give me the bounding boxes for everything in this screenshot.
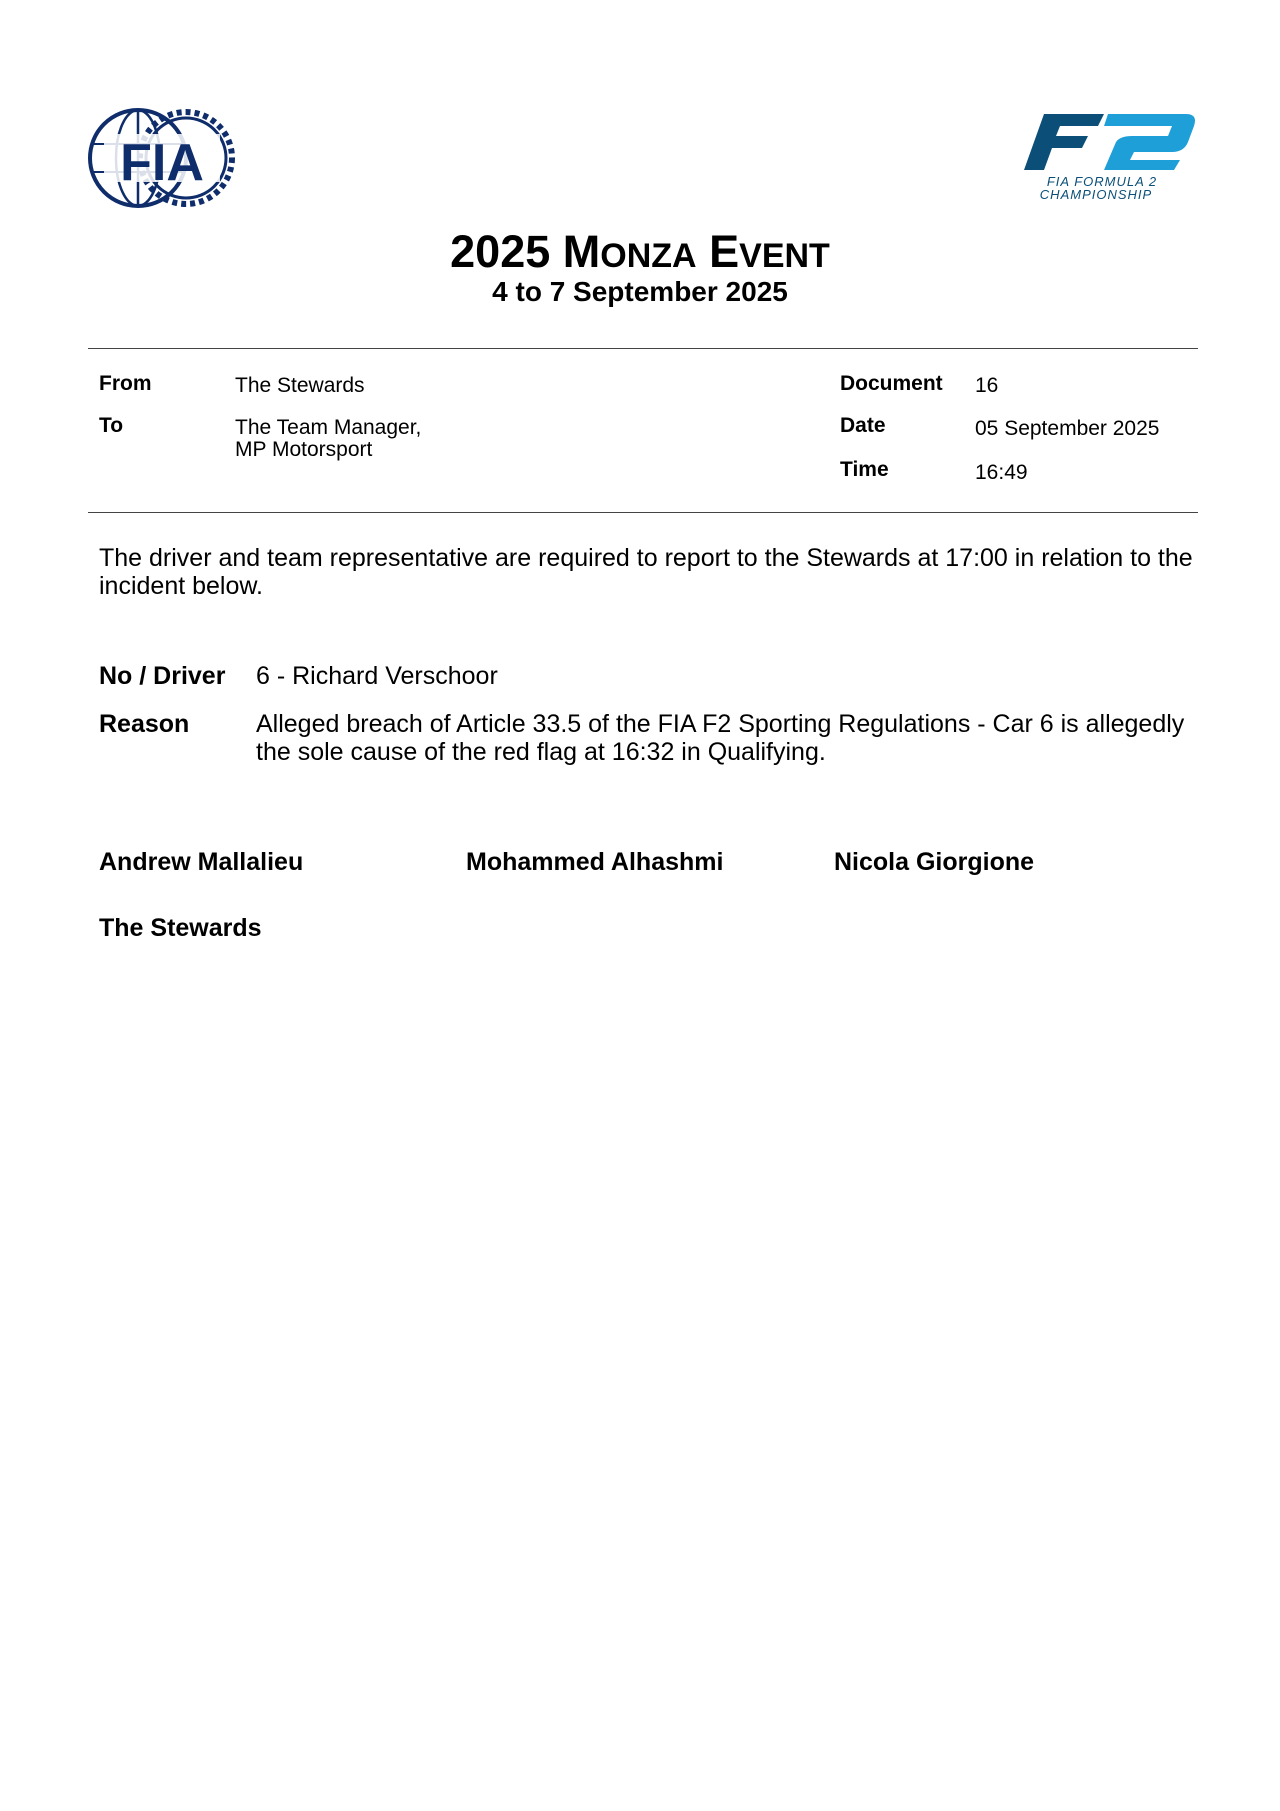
- date-label: Date: [840, 414, 886, 437]
- event-title: [0, 226, 1280, 278]
- from-value: The Stewards: [235, 374, 365, 397]
- fia-logo-text: FIA: [120, 134, 204, 192]
- driver-value: 6 - Richard Verschoor: [256, 662, 498, 690]
- date-value: 05 September 2025: [975, 417, 1160, 440]
- event-title-word1-initial: M: [562, 226, 601, 277]
- to-label: To: [99, 414, 124, 437]
- steward-name-1: Andrew Mallalieu: [99, 848, 304, 876]
- f2-logo-line2: CHAMPIONSHIP: [1039, 187, 1153, 202]
- event-title-word2-initial: E: [709, 226, 740, 277]
- header-divider-top: [88, 348, 1198, 349]
- to-value: [235, 417, 421, 461]
- driver-label: No / Driver: [99, 662, 226, 690]
- reason-line2: the sole cause of the red flag at 16:32 in Qualifying.: [256, 738, 826, 766]
- to-value-line2: MP Motorsport: [235, 438, 373, 461]
- header-divider-bottom: [88, 512, 1198, 513]
- to-value-line1: The Team Manager,: [235, 416, 422, 439]
- event-title-word2-rest: VENT: [739, 237, 830, 275]
- reason-value: [256, 710, 1206, 766]
- from-label: From: [99, 372, 152, 395]
- reason-line1: Alleged breach of Article 33.5 of the FIA F2 Sporting Regulations - Car 6 is allegedly: [256, 710, 1185, 738]
- time-value: 16:49: [975, 461, 1028, 484]
- fia-logo: [86, 106, 238, 210]
- f2-logo-line1: FIA FORMULA 2: [1046, 174, 1158, 189]
- event-dates: 4 to 7 September 2025: [492, 276, 788, 307]
- intro-paragraph: [99, 544, 1209, 600]
- event-title-year: 2025: [450, 226, 551, 277]
- steward-name-2: Mohammed Alhashmi: [466, 848, 724, 876]
- steward-name-3: Nicola Giorgione: [834, 848, 1035, 876]
- document-label: Document: [840, 372, 943, 395]
- intro-line2: incident below.: [99, 572, 264, 600]
- reason-label: Reason: [99, 710, 190, 738]
- intro-line1: The driver and team representative are required to report to the Stewards at 17:00 in relation to the: [99, 544, 1193, 572]
- stewards-footer: The Stewards: [99, 914, 262, 942]
- time-label: Time: [840, 458, 889, 481]
- event-title-word1-rest: ONZA: [600, 237, 697, 275]
- document-value: 16: [975, 374, 999, 397]
- f2-championship-logo: [1004, 112, 1200, 202]
